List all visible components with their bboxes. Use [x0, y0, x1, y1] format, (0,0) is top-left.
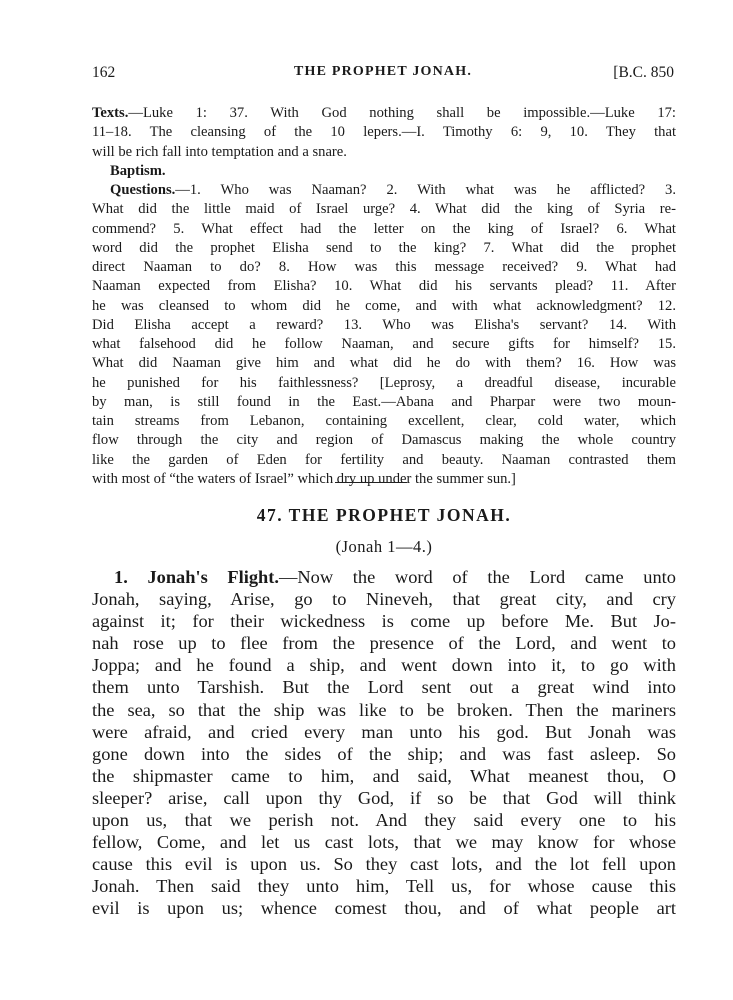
body-line: —Now the word of the Lord came unto [279, 567, 676, 587]
texts-line: will be rich fall into temptation and a snare. [92, 143, 347, 160]
body-line: nah rose up to flee from the presence of the Lord, and went to [92, 633, 676, 654]
lesson-body [92, 566, 676, 920]
questions-line: What did Naaman give him and what did he do with them? 16. How was [92, 355, 676, 372]
texts-line: —Luke 1: 37. With God nothing shall be impossible.—Luke 17: [128, 105, 676, 121]
lesson-title: 47. THE PROPHET JONAH. [256, 505, 512, 525]
questions-line: —1. Who was Naaman? 2. With what was he afflicted? 3. [175, 182, 676, 198]
questions-line: What did the little maid of Israel urge? 4. What did the king of Syria re- [92, 201, 676, 218]
running-title: THE PROPHET JONAH. [293, 64, 473, 79]
questions-line: commend? 5. What effect had the letter on the king of Israel? 6. What [92, 220, 676, 237]
section-divider [335, 482, 407, 483]
body-line: upon us, that we perish not. And they said every one to his [92, 810, 676, 831]
questions-line: what falsehood did he follow Naaman, and secure gifts for himself? 15. [92, 336, 676, 352]
baptism-label: Baptism. [110, 162, 166, 179]
questions-line: like the garden of Eden for fertility and beauty. Naaman contrasted them [92, 451, 676, 468]
questions-line: Naaman expected from Elisha? 10. What did his servants plead? 11. After [92, 278, 676, 295]
questions-line: with most of “the waters of Israel” which dry up under the summer sun.] [92, 470, 516, 487]
questions-line: flow through the city and region of Damascus making the whole country [92, 432, 676, 449]
body-line: Jonah, saying, Arise, go to Nineveh, that great city, and cry [92, 589, 676, 610]
questions-line: he was cleansed to whom did he come, and with what acknowledgment? 12. [92, 297, 676, 314]
questions-line: he punished for his faithlessness? [Leprosy, a dreadful disease, incurable [92, 374, 676, 391]
section-heading: 1. Jonah's Flight. [114, 567, 279, 587]
questions-line: tain streams from Lebanon, containing excellent, clear, cold water, which [92, 413, 676, 429]
scripture-reference: (Jonah 1—4.) [335, 537, 433, 556]
questions-label: Questions. [110, 182, 176, 198]
body-line: fellow, Come, and let us cast lots, that we may know for whose [92, 832, 676, 853]
questions-line: by man, is still found in the East.—Abana and Pharpar were two moun- [92, 393, 676, 410]
texts-label: Texts. [92, 105, 129, 121]
page-number: 162 [92, 64, 116, 81]
date-reference: [B.C. 850 [613, 64, 674, 81]
body-line: them unto Tarshish. But the Lord sent out a great wind into [92, 677, 676, 698]
body-line: the shipmaster came to him, and said, What meanest thou, O [92, 765, 676, 786]
questions-line: Did Elisha accept a reward? 13. Who was Elisha's servant? 14. With [92, 316, 676, 333]
body-line: cause this evil is upon us. So they cast lots, and the lot fell upon [92, 854, 676, 875]
body-line: sleeper? arise, call upon thy God, if so be that God will think [92, 787, 676, 808]
body-line: Jonah. Then said they unto him, Tell us, for whose cause this [92, 876, 676, 897]
texts-line: 11–18. The cleansing of the 10 lepers.—I. Timothy 6: 9, 10. They that [92, 124, 676, 141]
texts-note [92, 104, 676, 489]
body-line: were afraid, and cried every man unto his god. But Jonah was [92, 721, 676, 742]
questions-line: word did the prophet Elisha send to the king? 7. What did the prophet [92, 239, 676, 256]
questions-line: direct Naaman to do? 8. How was this message received? 9. What had [92, 259, 676, 275]
body-line: gone down into the sides of the ship; and was fast asleep. So [92, 743, 676, 764]
page-header [92, 64, 674, 90]
body-line: against it; for their wickedness is come up before Me. But Jo- [92, 611, 676, 632]
body-line: the sea, so that the ship was like to be broken. Then the mariners [92, 699, 676, 720]
body-line: Joppa; and he found a ship, and went down into it, to go with [92, 655, 676, 676]
body-line: evil is upon us; whence comest thou, and of what people art [92, 898, 676, 919]
